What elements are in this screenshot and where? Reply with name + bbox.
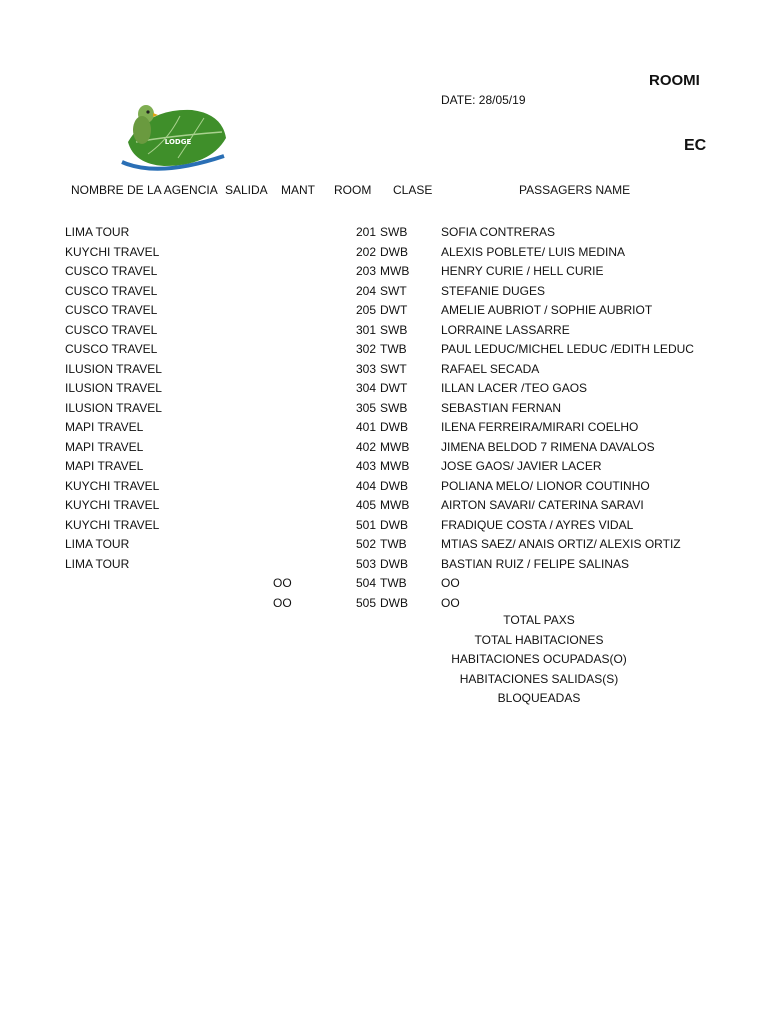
- room-number: 202: [355, 245, 376, 259]
- passenger-names: JOSE GAOS/ JAVIER LACER: [441, 459, 602, 473]
- passenger-names: MTIAS SAEZ/ ANAIS ORTIZ/ ALEXIS ORTIZ: [441, 537, 681, 551]
- passenger-names: JIMENA BELDOD 7 RIMENA DAVALOS: [441, 440, 655, 454]
- agency-name: ILUSION TRAVEL: [65, 381, 162, 395]
- header-room: ROOM: [334, 183, 372, 197]
- agency-name: LIMA TOUR: [65, 537, 130, 551]
- room-class: SWT: [380, 284, 407, 298]
- agency-name: LIMA TOUR: [65, 225, 130, 239]
- agency-name: KUYCHI TRAVEL: [65, 518, 160, 532]
- room-number: 302: [355, 342, 376, 356]
- passenger-names: ILENA FERREIRA/MIRARI COELHO: [441, 420, 639, 434]
- room-class: MWB: [380, 498, 410, 512]
- date-label: DATE: 28/05/19: [441, 93, 526, 107]
- summary-label: HABITACIONES SALIDAS(S): [459, 672, 619, 686]
- room-number: 503: [355, 557, 376, 571]
- room-number: 303: [355, 362, 376, 376]
- agency-name: CUSCO TRAVEL: [65, 264, 158, 278]
- passenger-names: STEFANIE DUGES: [441, 284, 546, 298]
- room-number: 404: [355, 479, 376, 493]
- passenger-names: FRADIQUE COSTA / AYRES VIDAL: [441, 518, 634, 532]
- passenger-names: ALEXIS POBLETE/ LUIS MEDINA: [441, 245, 626, 259]
- room-class: DWB: [380, 557, 408, 571]
- agency-name: CUSCO TRAVEL: [65, 342, 158, 356]
- room-class: SWB: [380, 323, 408, 337]
- header-salida: SALIDA: [225, 183, 268, 197]
- agency-name: LIMA TOUR: [65, 557, 130, 571]
- room-number: 402: [355, 440, 376, 454]
- agency-name: MAPI TRAVEL: [65, 459, 144, 473]
- header-clase: CLASE: [393, 183, 433, 197]
- passenger-names: LORRAINE LASSARRE: [441, 323, 570, 337]
- room-class: DWB: [380, 420, 408, 434]
- summary-label: TOTAL PAXS: [503, 613, 575, 627]
- room-class: MWB: [380, 264, 410, 278]
- room-number: 502: [355, 537, 376, 551]
- agency-name: CUSCO TRAVEL: [65, 284, 158, 298]
- room-class: SWB: [380, 401, 408, 415]
- agency-name: CUSCO TRAVEL: [65, 303, 158, 317]
- agency-name: MAPI TRAVEL: [65, 420, 144, 434]
- page-subtitle: EC: [684, 137, 707, 154]
- room-class: SWB: [380, 225, 408, 239]
- room-class: DWT: [380, 303, 408, 317]
- passenger-names: SOFIA CONTRERAS: [441, 225, 556, 239]
- agency-name: KUYCHI TRAVEL: [65, 479, 160, 493]
- lodge-logo: [118, 100, 230, 178]
- room-number: 305: [355, 401, 376, 415]
- room-class: MWB: [380, 440, 410, 454]
- mant-flag: OO: [273, 596, 292, 610]
- passenger-names: SEBASTIAN FERNAN: [441, 401, 562, 415]
- room-number: 403: [355, 459, 376, 473]
- room-class: TWB: [380, 576, 407, 590]
- header-passengers: PASSAGERS NAME: [519, 183, 631, 197]
- room-class: MWB: [380, 459, 410, 473]
- room-class: DWB: [380, 518, 408, 532]
- room-class: DWB: [380, 479, 408, 493]
- room-class: TWB: [380, 342, 407, 356]
- summary-label: BLOQUEADAS: [497, 691, 581, 705]
- passenger-names: POLIANA MELO/ LIONOR COUTINHO: [441, 479, 650, 493]
- agency-name: MAPI TRAVEL: [65, 440, 144, 454]
- header-agency: NOMBRE DE LA AGENCIA: [71, 183, 218, 197]
- room-number: 505: [355, 596, 376, 610]
- passenger-names: BASTIAN RUIZ / FELIPE SALINAS: [441, 557, 630, 571]
- room-number: 504: [355, 576, 376, 590]
- passenger-names: ILLAN LACER /TEO GAOS: [441, 381, 588, 395]
- room-number: 304: [355, 381, 376, 395]
- passenger-names: PAUL LEDUC/MICHEL LEDUC /EDITH LEDUC: [441, 342, 694, 356]
- room-number: 203: [355, 264, 376, 278]
- passenger-names: HENRY CURIE / HELL CURIE: [441, 264, 604, 278]
- room-number: 204: [355, 284, 376, 298]
- room-number: 201: [355, 225, 376, 239]
- logo-text: LODGE: [164, 138, 192, 146]
- agency-name: ILUSION TRAVEL: [65, 401, 162, 415]
- agency-name: KUYCHI TRAVEL: [65, 498, 160, 512]
- room-number: 401: [355, 420, 376, 434]
- mant-flag: OO: [273, 576, 292, 590]
- agency-name: ILUSION TRAVEL: [65, 362, 162, 376]
- room-number: 205: [355, 303, 376, 317]
- room-class: TWB: [380, 537, 407, 551]
- passenger-names: AMELIE AUBRIOT / SOPHIE AUBRIOT: [441, 303, 653, 317]
- passenger-names: AIRTON SAVARI/ CATERINA SARAVI: [441, 498, 644, 512]
- room-number: 301: [355, 323, 376, 337]
- room-number: 405: [355, 498, 376, 512]
- page-title: ROOMI: [649, 72, 700, 89]
- summary-label: HABITACIONES OCUPADAS(O): [451, 652, 627, 666]
- room-class: DWB: [380, 245, 408, 259]
- passenger-names: RAFAEL SECADA: [441, 362, 540, 376]
- room-class: SWT: [380, 362, 407, 376]
- room-number: 501: [355, 518, 376, 532]
- room-class: DWT: [380, 381, 408, 395]
- room-class: DWB: [380, 596, 408, 610]
- passenger-names: OO: [441, 596, 460, 610]
- agency-name: CUSCO TRAVEL: [65, 323, 158, 337]
- agency-name: KUYCHI TRAVEL: [65, 245, 160, 259]
- passenger-names: OO: [441, 576, 460, 590]
- header-mant: MANT: [281, 183, 315, 197]
- summary-label: TOTAL HABITACIONES: [474, 633, 604, 647]
